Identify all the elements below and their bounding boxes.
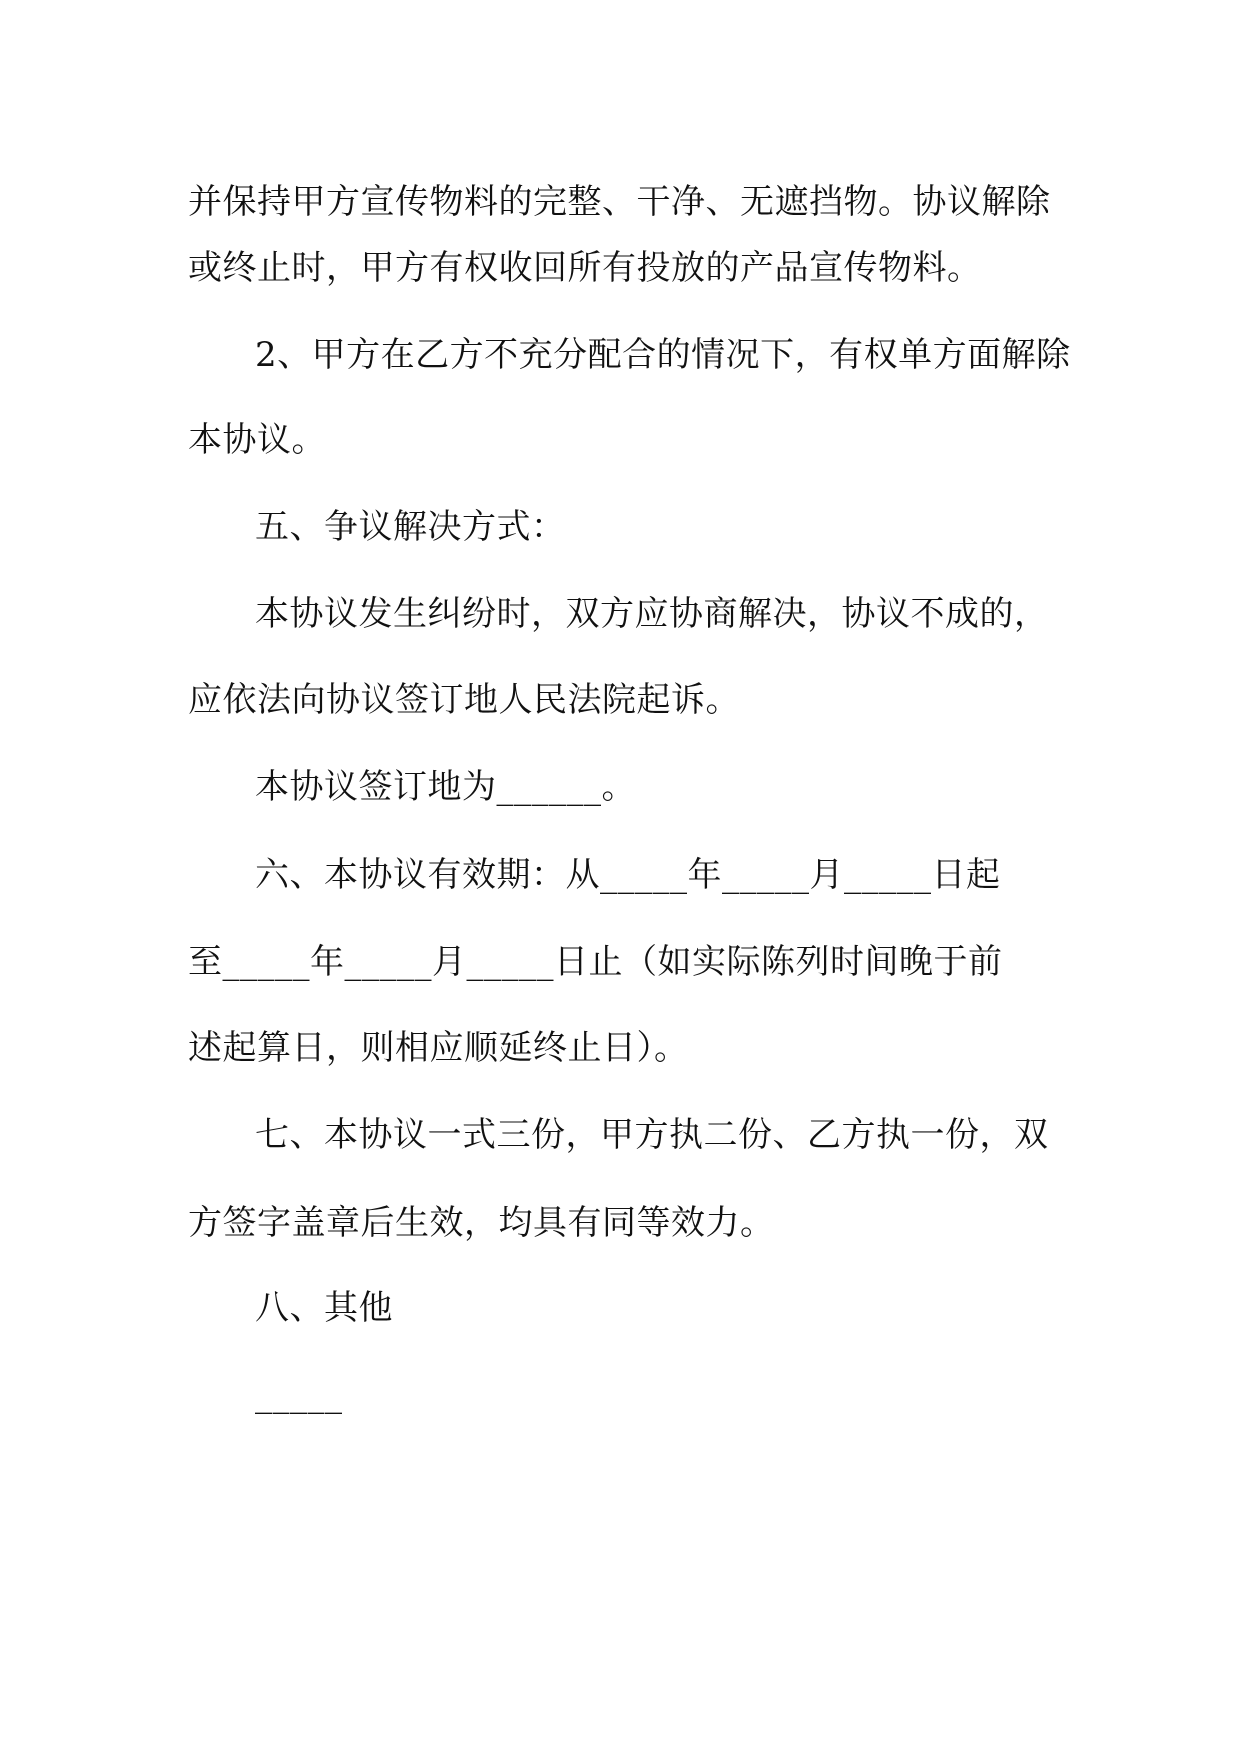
text-line: 或终止时，甲方有权收回所有投放的产品宣传物料。 <box>188 248 982 288</box>
clause-2-line: 2、甲方在乙方不充分配合的情况下，有权单方面解除 <box>255 335 1071 375</box>
signing-place-line: 本协议签订地为______。 <box>255 767 636 807</box>
text-line: 至_____年_____月_____日止（如实际陈列时间晚于前 <box>188 942 1003 982</box>
text-line: 本协议发生纠纷时，双方应协商解决，协议不成的， <box>255 594 1049 634</box>
blank-line: _____ <box>255 1375 343 1415</box>
text-line: 述起算日，则相应顺延终止日）。 <box>188 1028 689 1068</box>
section-heading-other: 八、其他 <box>255 1288 393 1328</box>
copies-clause-line: 七、本协议一式三份，甲方执二份、乙方执一份，双 <box>255 1115 1049 1155</box>
text-line: 本协议。 <box>188 420 326 460</box>
validity-period-line: 六、本协议有效期：从_____年_____月_____日起 <box>255 855 1001 895</box>
section-heading-dispute: 五、争议解决方式： <box>255 507 566 547</box>
text-line: 方签字盖章后生效，均具有同等效力。 <box>188 1203 775 1243</box>
text-line: 应依法向协议签订地人民法院起诉。 <box>188 680 740 720</box>
text-line: 并保持甲方宣传物料的完整、干净、无遮挡物。协议解除 <box>188 182 1051 222</box>
